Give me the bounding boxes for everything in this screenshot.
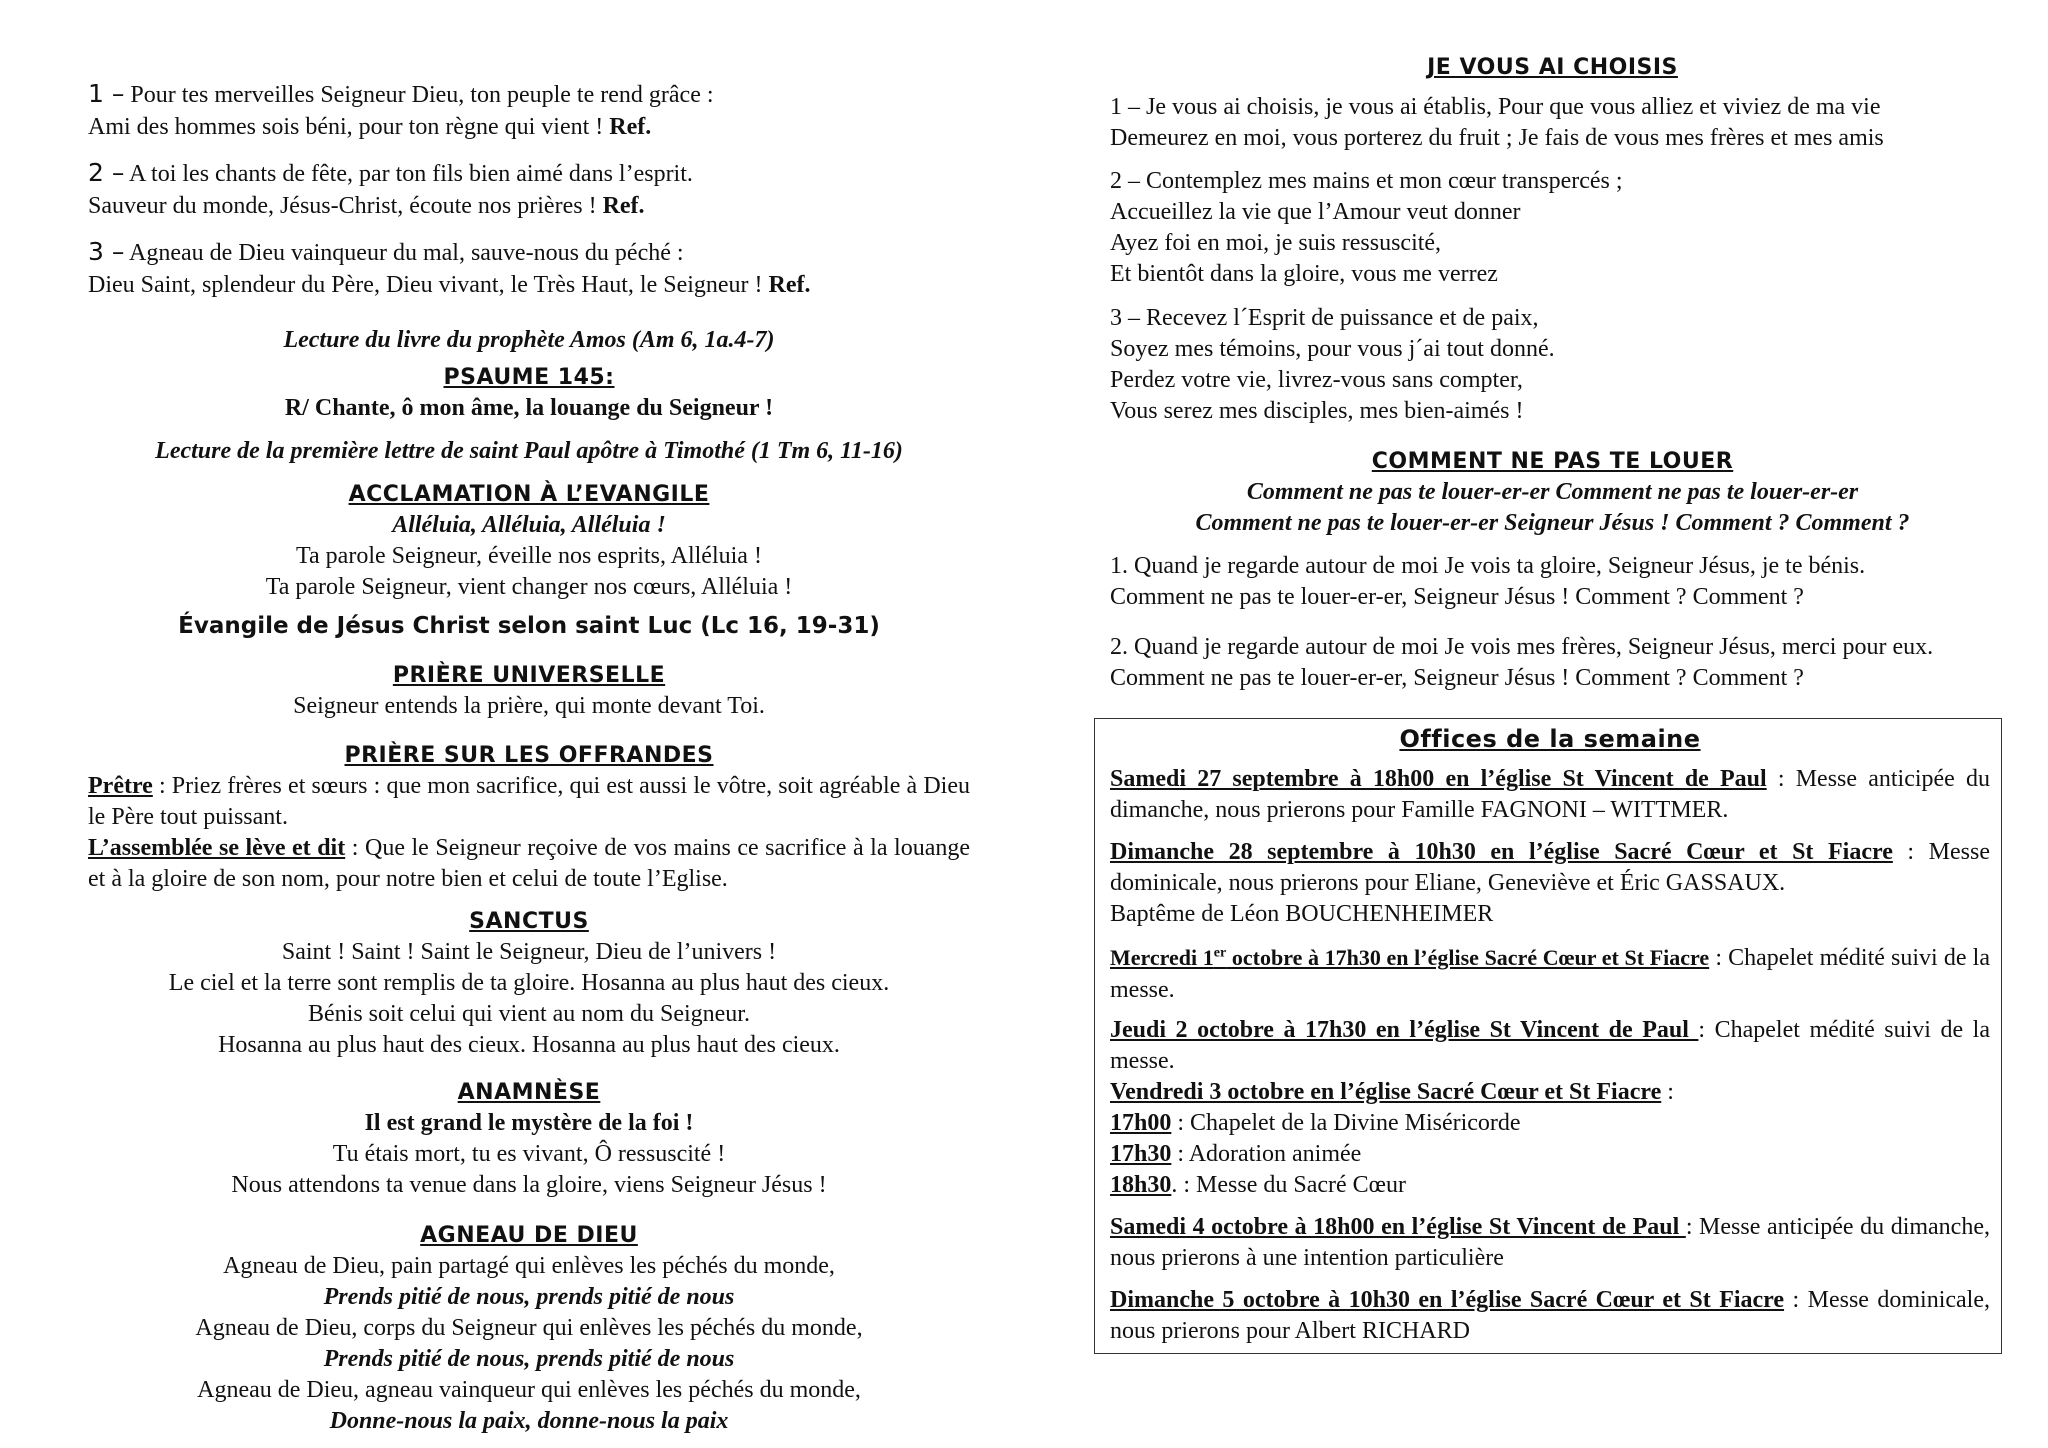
psalm-title: PSAUME 145: [443,365,615,390]
offrandes-title: PRIÈRE SUR LES OFFRANDES [344,743,714,768]
louer-verse-1b: Comment ne pas te louer-er-er, Seigneur Jésus ! Comment ? Comment ? [1110,584,1804,610]
anamnese-line-1: Il est grand le mystère de la foi ! [364,1110,694,1136]
choisis-line: Vous serez mes disciples, mes bien-aimés ! [1110,398,1524,424]
choisis-line: 3 – Recevez l´Esprit de puissance et de paix, [1110,305,1539,331]
agneau-response-1: Prends pitié de nous, prends pitié de nous [323,1284,735,1310]
universal-prayer-text: Seigneur entends la prière, qui monte devant Toi. [293,693,765,719]
agneau-title: AGNEAU DE DIEU [420,1223,638,1248]
choisis-line: 1 – Je vous ai choisis, je vous ai établis, Pour que vous alliez et viviez de ma vie [1110,94,1881,120]
choisis-line: Et bientôt dans la gloire, vous me verrez [1110,261,1498,287]
louer-refrain-1: Comment ne pas te louer-er-er Comment ne pas te louer-er-er [1246,479,1859,505]
office-entry: Dimanche 28 septembre à 10h30 en l’église Sacré Cœur et St Fiacre : Messe dominicale, nous prierons pour Eliane, Geneviève et Éric GASSAUX. Baptême de Léon BOUCHENHEIMER [1110,839,1990,927]
psalm-refrain: R/ Chante, ô mon âme, la louange du Seigneur ! [284,395,774,421]
office-entry: Samedi 4 octobre à 18h00 en l’église St Vincent de Paul : Messe anticipée du dimanche, nous prierons à une intention particulière [1110,1214,1990,1271]
anamnese-line-2: Tu étais mort, tu es vivant, Ô ressuscité ! [332,1141,726,1167]
office-entry: Dimanche 5 octobre à 10h30 en l’église Sacré Cœur et St Fiacre : Messe dominicale, nous prierons pour Albert RICHARD [1110,1287,1991,1344]
anamnese-title: ANAMNÈSE [457,1080,601,1105]
universal-prayer-title: PRIÈRE UNIVERSELLE [392,663,666,688]
office-entry: Mercredi 1er octobre à 17h30 en l’église Sacré Cœur et St Fiacre : Chapelet médité suivi de la messe. [1110,945,1990,1003]
office-entry: Jeudi 2 octobre à 17h30 en l’église St Vincent de Paul : Chapelet médité suivi de la messe. Vendredi 3 octobre en l’église Sacré Cœur et St Fiacre : 17h00 : Chapelet de la Divine Miséricorde 17h30 : Adoration animée 18h30. : Messe du Sacré Cœur [1110,1017,1990,1198]
agneau-line-2: Agneau de Dieu, corps du Seigneur qui enlèves les péchés du monde, [195,1315,863,1341]
acclamation-alleluia: Alléluia, Alléluia, Alléluia ! [392,512,666,538]
office-entry: Samedi 27 septembre à 18h00 en l’église St Vincent de Paul : Messe anticipée du dimanche, nous prierons pour Famille FAGNONI – WITTMER. [1110,766,1990,823]
choisis-line: 2 – Contemplez mes mains et mon cœur transpercés ; [1110,168,1623,194]
agneau-response-2: Prends pitié de nous, prends pitié de nous [323,1346,735,1372]
agneau-line-3: Agneau de Dieu, agneau vainqueur qui enlèves les péchés du monde, [197,1377,861,1403]
sanctus-line-2: Le ciel et la terre sont remplis de ta gloire. Hosanna au plus haut des cieux. [168,970,890,996]
agneau-response-3: Donne-nous la paix, donne-nous la paix [329,1408,729,1434]
louer-verse-2b: Comment ne pas te louer-er-er, Seigneur Jésus ! Comment ? Comment ? [1110,665,1804,691]
louer-verse-1a: 1. Quand je regarde autour de moi Je vois ta gloire, Seigneur Jésus, je te bénis. [1110,553,1866,579]
anamnese-line-3: Nous attendons ta venue dans la gloire, viens Seigneur Jésus ! [231,1172,827,1198]
sanctus-line-4: Hosanna au plus haut des cieux. Hosanna au plus haut des cieux. [218,1032,840,1058]
acclamation-title: ACCLAMATION À L’EVANGILE [348,482,710,507]
offrandes-priest: Prêtre : Priez frères et sœurs : que mon sacrifice, qui est aussi le vôtre, soit agréable à Dieu le Père tout puissant. [88,773,970,830]
sanctus-line-1: Saint ! Saint ! Saint le Seigneur, Dieu de l’univers ! [281,939,777,965]
offrandes-assembly: L’assemblée se lève et dit : Que le Seigneur reçoive de vos mains ce sacrifice à la louange et à la gloire de son nom, pour notre bien et celui de toute l’Eglise. [88,835,971,892]
offices-title: Offices de la semaine [1399,725,1701,753]
gospel-title: Évangile de Jésus Christ selon saint Luc (Lc 16, 19-31) [178,613,880,639]
acclamation-line-2: Ta parole Seigneur, vient changer nos cœurs, Alléluia ! [265,574,793,600]
choisis-line: Accueillez la vie que l’Amour veut donner [1110,199,1521,225]
verse-1: 1 – Pour tes merveilles Seigneur Dieu, ton peuple te rend grâce : Ami des hommes sois béni, pour ton règne qui vient ! Ref. [88,79,714,140]
choisis-line: Soyez mes témoins, pour vous j´ai tout donné. [1110,336,1555,362]
choisis-line: Perdez votre vie, livrez-vous sans compter, [1110,367,1523,393]
louer-verse-2a: 2. Quand je regarde autour de moi Je vois mes frères, Seigneur Jésus, merci pour eux. [1110,634,1934,660]
choisis-line: Demeurez en moi, vous porterez du fruit ; Je fais de vous mes frères et mes amis [1110,125,1884,151]
verse-3: 3 – Agneau de Dieu vainqueur du mal, sauve-nous du péché : Dieu Saint, splendeur du Père, Dieu vivant, le Très Haut, le Seigneur ! Ref. [88,237,811,298]
sanctus-title: SANCTUS [469,909,589,934]
louer-title: COMMENT NE PAS TE LOUER [1371,449,1734,474]
reading-2: Lecture de la première lettre de saint Paul apôtre à Timothé (1 Tm 6, 11-16) [155,438,903,464]
reading-1: Lecture du livre du prophète Amos (Am 6, 1a.4-7) [283,327,775,353]
choisis-title: JE VOUS AI CHOISIS [1427,55,1678,80]
agneau-line-1: Agneau de Dieu, pain partagé qui enlèves les péchés du monde, [223,1253,835,1279]
louer-refrain-2: Comment ne pas te louer-er-er Seigneur Jésus ! Comment ? Comment ? [1195,510,1910,536]
acclamation-line-1: Ta parole Seigneur, éveille nos esprits, Alléluia ! [296,543,762,569]
choisis-line: Ayez foi en moi, je suis ressuscité, [1110,230,1442,256]
verse-2: 2 – A toi les chants de fête, par ton fils bien aimé dans l’esprit. Sauveur du monde, Jésus-Christ, écoute nos prières ! Ref. [88,158,693,219]
sanctus-line-3: Bénis soit celui qui vient au nom du Seigneur. [308,1001,750,1027]
